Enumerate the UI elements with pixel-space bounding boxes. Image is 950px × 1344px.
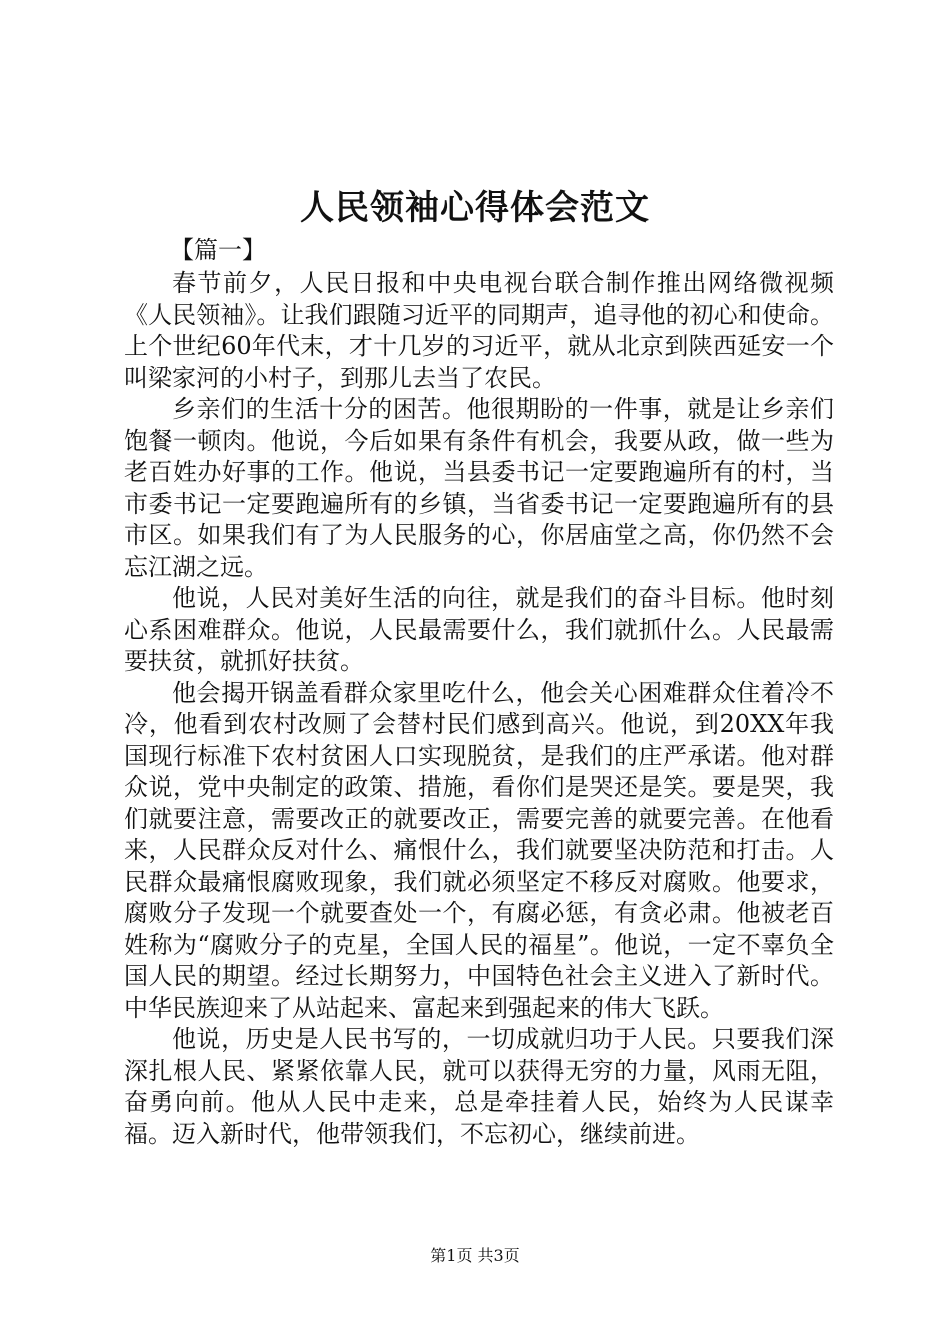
paragraph-4: 他会揭开锅盖看群众家里吃什么，他会关心困难群众住着冷不冷，他看到农村改厕了会替村民们感到高兴。他说，到20XX年我国现行标准下农村贫困人口实现脱贫，是我们的庄严承诺。他对群众说，党中央制定的政策、措施，看你们是哭还是笑。要是哭，我们就要注意，需要改正的就要改正，需要完善的就要完善。在他看来，人民群众反对什么、痛恨什么，我们就要坚决防范和打击。人民群众最痛恨腐败现象，我们就必须坚定不移反对腐败。他要求，腐败分子发现一个就要查处一个，有腐必惩，有贪必肃。他被老百姓称为“腐败分子的克星，全国人民的福星”。他说，一定不辜负全国人民的期望。经过长期努力，中国特色社会主义进入了新时代。中华民族迎来了从站起来、富起来到强起来的伟大飞跃。 [124, 678, 834, 1022]
page-footer: 第1页 共3页 [430, 1246, 520, 1265]
paragraph-3: 他说，人民对美好生活的向往，就是我们的奋斗目标。他时刻心系困难群众。他说，人民最需要什么，我们就抓什么。人民最需要扶贫，就抓好扶贫。 [124, 584, 834, 675]
paragraph-1: 春节前夕，人民日报和中央电视台联合制作推出网络微视频《人民领袖》。让我们跟随习近平的同期声，追寻他的初心和使命。上个世纪60年代末，才十几岁的习近平，就从北京到陕西延安一个叫梁家河的小村子，到那儿去当了农民。 [124, 269, 834, 392]
document-body [124, 268, 834, 1150]
document-title: 人民领袖心得体会范文 [300, 188, 650, 228]
paragraph-5: 他说，历史是人民书写的，一切成就归功于人民。只要我们深深扎根人民、紧紧依靠人民，就可以获得无穷的力量，风雨无阻，奋勇向前。他从人民中走来，总是牵挂着人民，始终为人民谋幸福。迈入新时代，他带领我们，不忘初心，继续前进。 [124, 1025, 834, 1148]
paragraph-2: 乡亲们的生活十分的困苦。他很期盼的一件事，就是让乡亲们饱餐一顿肉。他说，今后如果有条件有机会，我要从政，做一些为老百姓办好事的工作。他说，当县委书记一定要跑遍所有的村，当市委书记一定要跑遍所有的乡镇，当省委书记一定要跑遍所有的县市区。如果我们有了为人民服务的心，你居庙堂之高，你仍然不会忘江湖之远。 [124, 395, 834, 581]
section-label: 【篇一】 [170, 236, 266, 264]
